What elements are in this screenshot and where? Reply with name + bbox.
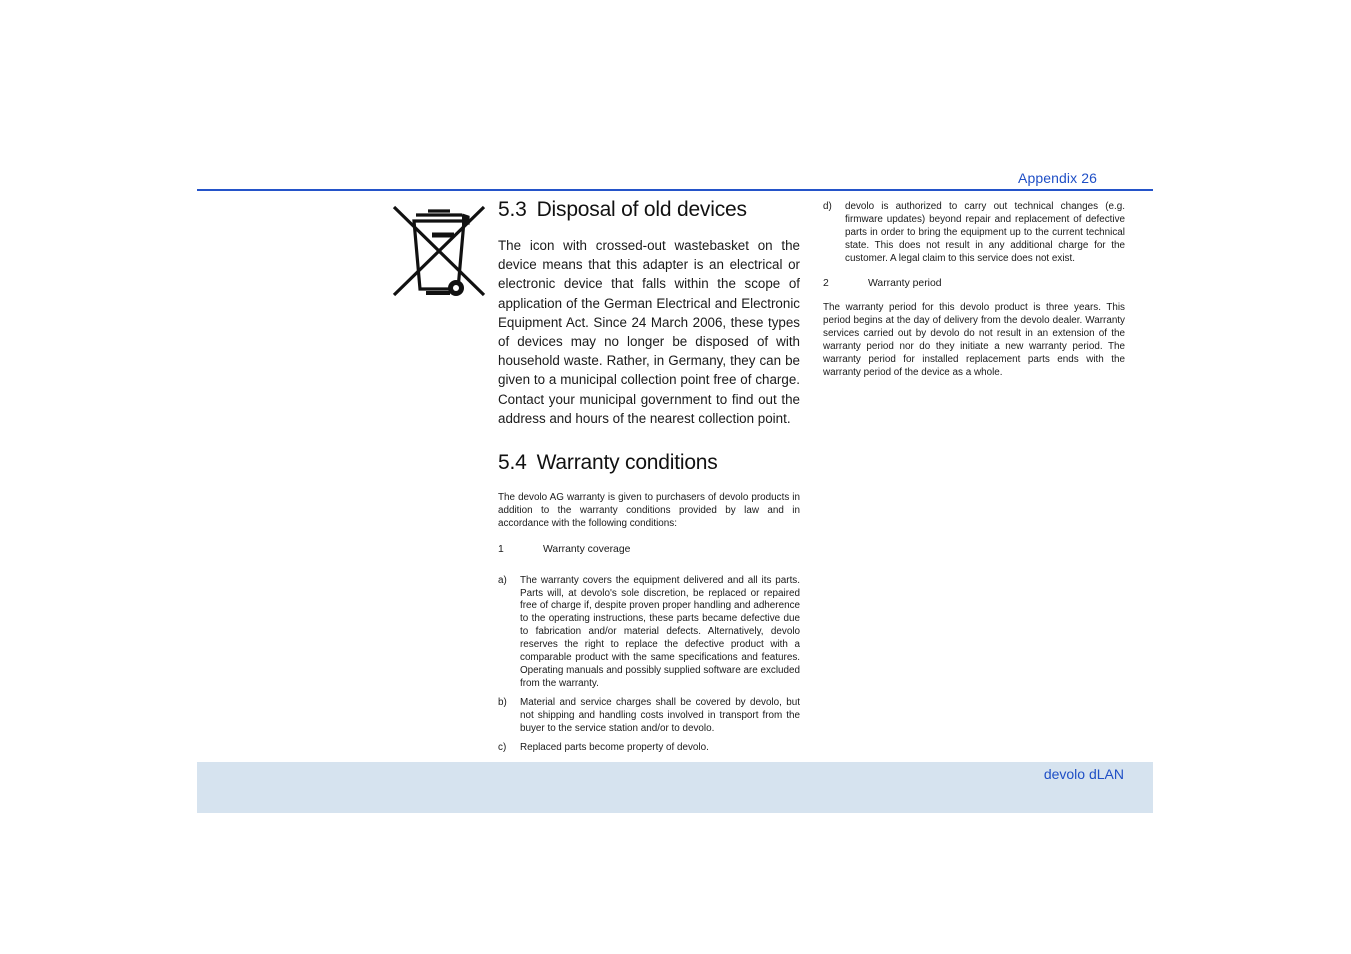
- period-title: Warranty period: [868, 277, 942, 289]
- list-item: [498, 575, 800, 691]
- section-title: Disposal of old devices: [536, 198, 747, 221]
- list-item: [823, 201, 1125, 266]
- list-marker: c): [498, 741, 507, 753]
- section-disposal: [498, 198, 800, 428]
- list-marker: d): [823, 201, 832, 212]
- list-text: Material and service charges shall be covered by devolo, but not shipping and handling costs involved in transport from the buyer to the service station and/or to devolo.: [520, 696, 800, 734]
- footer-title: devolo dLAN: [1043, 766, 1124, 782]
- section-heading: [498, 451, 800, 475]
- right-column: [823, 201, 1125, 380]
- coverage-number: 1: [498, 543, 504, 555]
- page-header: Appendix 26: [1018, 170, 1097, 186]
- section-warranty: [498, 451, 800, 760]
- list-item: [498, 697, 800, 736]
- list-text: Replaced parts become property of devolo.: [520, 741, 709, 753]
- crossed-out-wastebasket-icon: [392, 203, 486, 297]
- list-marker: b): [498, 696, 507, 708]
- list-item: [498, 742, 800, 755]
- period-paragraph: The warranty period for this devolo product is three years. This period begins at the day of delivery from the devolo dealer. Warranty services carried out by devolo do not result in an extension of the warranty period nor do they initiate a new warranty period. The warranty period for installed replacement parts ends with the warranty period of the device as a whole.: [823, 302, 1125, 378]
- list-text: devolo is authorized to carry out technical changes (e.g. firmware updates) beyond repair and replacement of defective parts in order to bring the equipment up to the current technical state. This does not result in any additional charge for the customer. A legal claim to this service does not exist.: [845, 201, 1125, 264]
- period-heading: [823, 278, 1125, 291]
- list-marker: a): [498, 574, 507, 586]
- list-text: The warranty covers the equipment delivered and all its parts. Parts will, at devolo's sole discretion, be replaced or repaired free of charge if, despite proven proper handling and adherence to the operating instructions, these parts became defective due to fabrication and/or material defects. Alternatively, devolo reserves the right to replace the defective product with a comparable product with the same specifications and features. Operating manuals and possibly supplied software are excluded from the warranty.: [520, 574, 800, 689]
- section-number: 5.4: [498, 451, 527, 474]
- coverage-heading: [498, 544, 800, 557]
- coverage-list: [498, 575, 800, 755]
- section-heading: [498, 198, 800, 222]
- footer-band: [197, 762, 1153, 813]
- section-title: Warranty conditions: [536, 451, 718, 474]
- section-number: 5.3: [498, 198, 527, 221]
- period-number: 2: [823, 277, 829, 289]
- disposal-paragraph: The icon with crossed-out wastebasket on the device means that this adapter is an electrical or electronic device that falls within the scope of application of the German Electrical and Electronic Equipment Act. Since 24 March 2006, these types of devices may no longer be disposed of with household waste. Rather, in Germany, they can be given to a municipal collection point free of charge. Contact your municipal government to find out the address and hours of the nearest collection point.: [498, 238, 800, 426]
- coverage-title: Warranty coverage: [543, 543, 631, 555]
- warranty-intro: The devolo AG warranty is given to purchasers of devolo products in addition to the warranty conditions provided by law and in accordance with the following conditions:: [498, 492, 800, 529]
- header-rule: [197, 189, 1153, 191]
